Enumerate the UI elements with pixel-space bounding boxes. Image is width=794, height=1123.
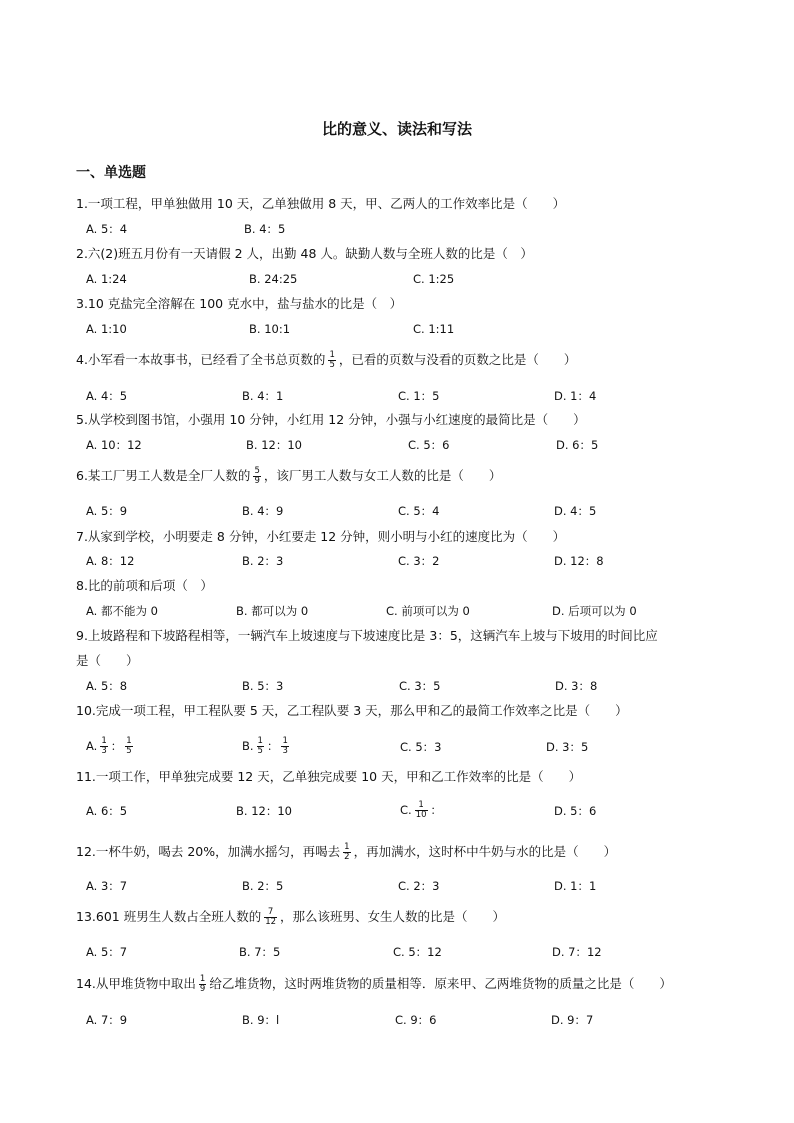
options-3 [86, 321, 726, 337]
fraction: $\frac{1}{5}$ [126, 736, 132, 756]
fraction: $\frac{1}{5}$ [329, 350, 335, 370]
question-13 [76, 908, 505, 927]
option-c: C. 1:11 [413, 322, 455, 336]
page-title: 比的意义、读法和写法 [321, 120, 472, 138]
option-c: C. 3：2 [398, 554, 440, 568]
question-stem: 3.10 克盐完全溶解在 100 克水中，盐与盐水的比是（ ） [76, 296, 403, 311]
question-12 [76, 843, 616, 862]
option-b: B. 2：5 [242, 879, 284, 893]
fraction: $\frac{1}{5}$ [257, 736, 263, 756]
options-5 [86, 437, 726, 453]
fraction: $\frac{1}{10}$ [415, 800, 427, 820]
option-b: B. 10:1 [249, 322, 291, 336]
question-stem-b: ，那么该班男、女生人数的比是（ ） [280, 909, 506, 924]
fraction: $\frac{7}{12}$ [265, 907, 277, 927]
option-a: A. 5：8 [86, 679, 128, 693]
question-10 [76, 702, 628, 720]
option-d: D. 12：8 [554, 554, 604, 568]
option-c: C. 9：6 [395, 1013, 437, 1027]
options-8 [86, 603, 726, 619]
question-stem-b: ，已看的页数与没看的页数之比是（ ） [338, 352, 577, 367]
options-11 [86, 801, 726, 823]
fraction: $\frac{1}{9}$ [199, 974, 206, 994]
question-6 [76, 467, 501, 486]
option-b: B. $\frac{1}{5}$ ： $\frac{1}{3}$ [242, 736, 288, 756]
question-stem-a: 6.某工厂男工人数是全厂人数的 [76, 468, 251, 483]
option-a: A. $\frac{1}{3}$ ： $\frac{1}{5}$ [86, 736, 132, 756]
option-d: D. 3：8 [555, 679, 598, 693]
option-c: C. 1：5 [398, 389, 440, 403]
option-a: A. 5：9 [86, 504, 128, 518]
option-b: B. 5：3 [242, 679, 284, 693]
option-a: A. 都不能为 0 [86, 604, 158, 618]
option-c: C. $\frac{1}{10}$ ： [400, 800, 443, 820]
question-stem-b: ，再加满水，这时杯中牛奶与水的比是（ ） [353, 844, 617, 859]
option-d: D. 9：7 [551, 1013, 594, 1027]
option-a: A. 7：9 [86, 1013, 128, 1027]
option-b: B. 9：l [242, 1013, 280, 1027]
options-13 [86, 944, 726, 960]
option-b: B. 4：9 [242, 504, 284, 518]
question-stem-a: 13.601 班男生人数占全班人数的 [76, 909, 262, 924]
option-b: B. 2：3 [242, 554, 284, 568]
option-a: A. 6：5 [86, 804, 128, 818]
option-b: B. 都可以为 0 [236, 604, 309, 618]
options-4 [86, 388, 726, 404]
option-c: C. 2：3 [398, 879, 440, 893]
option-c: C. 5：12 [393, 945, 442, 959]
question-stem: 10.完成一项工程，甲工程队要 5 天，乙工程队要 3 天，那么甲和乙的最简工作效率之比是（ ） [76, 703, 628, 718]
option-d: D. 4：5 [554, 504, 597, 518]
options-10 [86, 737, 726, 759]
option-b: B. 12：10 [246, 438, 302, 452]
question-stem-b: 给乙堆货物，这时两堆货物的质量相等．原来甲、乙两堆货物的质量之比是（ ） [209, 976, 672, 991]
question-5 [76, 411, 586, 429]
options-12 [86, 878, 726, 894]
question-stem: 5.从学校到图书馆，小强用 10 分钟，小红用 12 分钟，小强与小红速度的最简比是（ ） [76, 412, 586, 427]
question-stem: 1.一项工程，甲单独做用 10 天，乙单独做用 8 天，甲、乙两人的工作效率比是（ ） [76, 196, 566, 211]
option-d: D. 1：4 [554, 389, 597, 403]
option-b: B. 24:25 [249, 272, 298, 286]
question-9 [76, 627, 658, 645]
question-stem-a: 12.一杯牛奶，喝去 20%，加满水摇匀，再喝去 [76, 844, 341, 859]
question-stem: 8.比的前项和后项（ ） [76, 578, 213, 593]
option-a: A. 3：7 [86, 879, 128, 893]
option-a: A. 5：4 [86, 222, 128, 236]
option-a: A. 1:24 [86, 272, 127, 286]
option-d: D. 5：6 [554, 804, 597, 818]
option-c: C. 5：4 [398, 504, 440, 518]
option-c: C. 前项可以为 0 [386, 604, 470, 618]
option-d: D. 3：5 [546, 740, 589, 754]
section-heading: 一、单选题 [76, 165, 146, 181]
question-14 [76, 975, 672, 994]
fraction: $\frac{1}{3}$ [282, 736, 288, 756]
question-stem: 7.从家到学校，小明要走 8 分钟，小红要走 12 分钟，则小明与小红的速度比为（ ） [76, 529, 566, 544]
question-8 [76, 577, 213, 595]
question-1 [76, 195, 565, 213]
option-a: A. 4：5 [86, 389, 128, 403]
fraction: $\frac{5}{9}$ [254, 466, 260, 486]
option-a: A. 10：12 [86, 438, 142, 452]
option-c: C. 5：6 [408, 438, 450, 452]
options-1 [86, 221, 726, 237]
option-a: A. 8：12 [86, 554, 135, 568]
question-2 [76, 245, 533, 263]
option-d: D. 6：5 [556, 438, 599, 452]
question-7 [76, 528, 565, 546]
question-stem-a: 14.从甲堆货物中取出 [76, 976, 196, 991]
option-b: B. 12：10 [236, 804, 292, 818]
options-2 [86, 271, 726, 287]
question-9-continued [76, 652, 139, 670]
options-14 [86, 1012, 726, 1028]
option-a: A. 1:10 [86, 322, 127, 336]
fraction: $\frac{1}{3}$ [101, 736, 107, 756]
question-11 [76, 768, 581, 786]
options-9 [86, 678, 726, 694]
fraction: $\frac{1}{2}$ [344, 842, 350, 862]
options-6 [86, 503, 726, 519]
option-c: C. 1:25 [413, 272, 455, 286]
question-3 [76, 295, 402, 313]
question-stem: 9.上坡路程和下坡路程相等，一辆汽车上坡速度与下坡速度比是 3：5，这辆汽车上坡与下坡用的时间比应 [76, 628, 658, 643]
option-a: A. 5：7 [86, 945, 128, 959]
question-stem: 2.六(2)班五月份有一天请假 2 人，出勤 48 人。缺勤人数与全班人数的比是（ ） [76, 246, 533, 261]
option-d: D. 7：12 [552, 945, 602, 959]
question-stem-continued: 是（ ） [76, 653, 139, 668]
option-d: D. 1：1 [554, 879, 597, 893]
option-d: D. 后项可以为 0 [552, 604, 637, 618]
option-c: C. 5：3 [400, 740, 442, 754]
question-stem-a: 4.小军看一本故事书，已经看了全书总页数的 [76, 352, 326, 367]
option-c: C. 3：5 [399, 679, 441, 693]
option-b: B. 7：5 [239, 945, 281, 959]
question-4 [76, 351, 576, 370]
question-stem-b: ，该厂男工人数与女工人数的比是（ ） [263, 468, 502, 483]
option-b: B. 4：1 [242, 389, 284, 403]
option-b: B. 4：5 [244, 222, 286, 236]
options-7 [86, 553, 726, 569]
question-stem: 11.一项工作，甲单独完成要 12 天，乙单独完成要 10 天，甲和乙工作效率的比是（ ） [76, 769, 582, 784]
